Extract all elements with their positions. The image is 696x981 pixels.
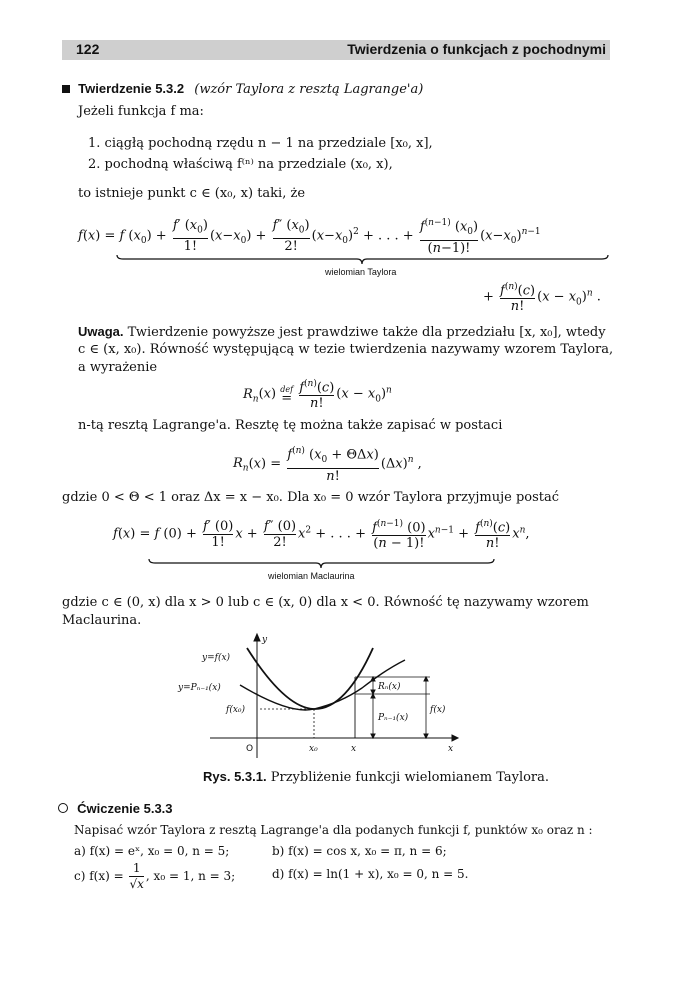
x0-label: x₀ (309, 744, 318, 754)
running-title: Twierdzenia o funkcjach z pochodnymi (347, 41, 606, 57)
underbrace-taylor (115, 253, 610, 267)
brace-label-taylor: wielomian Taylora (325, 267, 397, 277)
x-axis-label: x (448, 744, 454, 754)
theorem-subtitle: (wzór Taylora z resztą Lagrange'a) (194, 82, 424, 97)
f-x0-label: f(x₀) (226, 705, 246, 715)
figure-caption: Rys. 5.3.1. Przybliżenie funkcji wielomianem Taylora. (203, 769, 550, 785)
rn-label: Rₙ(x) (378, 682, 401, 692)
remark-line-4: n-tą resztą Lagrange'a. Resztę tę można także zapisać w postaci (78, 418, 503, 433)
taylor-formula: f(x) = f $(x_0)$ + $\frac{f' (x_0)}{1!}$ $(x-x_0)$ + $\frac{f'' (x_0)}{2!}$ $(x-x_0)^2$ + . . . + $\frac{f^{(n-1)} (x_0)}{(n-1)!}$ $(x-x_0)^{n-1}$ (78, 217, 541, 256)
running-header (62, 40, 610, 60)
pn1-label: Pₙ₋₁(x) (378, 713, 409, 723)
brace-label-maclaurin: wielomian Maclaurina (268, 571, 355, 581)
square-bullet-icon (62, 85, 70, 93)
circle-bullet-icon (58, 803, 68, 813)
remark-line-1: Uwaga. Twierdzenie powyższe jest prawdziwe także dla przedziału [x, x₀], wtedy (78, 324, 606, 340)
exercise-item-c: c) f(x) = $\frac{1}{√x}$ , x₀ = 1, n = 3; (74, 861, 236, 891)
theorem-intro: Jeżeli funkcja f ma: (78, 104, 204, 119)
remark-label: Uwaga. (78, 324, 124, 339)
f-curve-label: y=f(x) (202, 653, 231, 663)
remark-line-6: gdzie c ∈ (0, x) dla x > 0 lub c ∈ (x, 0) dla x < 0. Równość tę nazywamy wzorem (62, 595, 589, 610)
theorem-condition-1: 1. ciągłą pochodną rzędu n − 1 na przedziale [x₀, x], (88, 136, 433, 151)
exercise-label: Ćwiczenie 5.3.3 (77, 801, 173, 816)
origin-label: O (246, 744, 254, 754)
remark-line-5: gdzie 0 < Θ < 1 oraz Δx = x − x₀. Dla x₀ = 0 wzór Taylora przyjmuje postać (62, 490, 560, 505)
remark-line-7: Maclaurina. (62, 613, 142, 628)
remainder-definition: $R_n(x)$ def = $\frac{f^{(n)}(c)}{n!}$ $(x - x_0)^n$ (243, 379, 392, 412)
theorem-condition-2: 2. pochodną właściwą f⁽ⁿ⁾ na przedziale (x₀, x), (88, 157, 393, 172)
f-curve (247, 648, 373, 709)
exercise-item-d: d) f(x) = ln(1 + x), x₀ = 0, n = 5. (272, 867, 469, 881)
maclaurin-formula: f(x) = f (0) + $\frac{f' (0)}{1!}$ x + $\frac{f'' (0)}{2!}$ $x^2$ + . . . + $\frac{f^{(n-1)} (0)}{(n - 1)!}$ $x^{n-1}$ + $\frac{f^{(n)}(c)}{n!}$ $x^n$, (113, 518, 530, 552)
x-point-label: x (351, 744, 357, 754)
fx-label: f(x) (430, 705, 446, 715)
exercise-heading (58, 801, 173, 818)
remark-line-2: c ∈ (x, x₀). Równość występującą w tezie twierdzenia nazywamy wzorem Taylora, (78, 342, 614, 357)
taylor-approximation-figure (178, 630, 470, 765)
remainder-alt-form: $R_n(x)$ = $\frac{f^{(n)} (x_0 + \Theta\Delta x)}{n!}$ $(\Delta x)^n$ , (233, 446, 422, 484)
exercise-item-b: b) f(x) = cos x, x₀ = π, n = 6; (272, 844, 447, 858)
page-number: 122 (76, 41, 100, 57)
theorem-conclusion: to istnieje punkt c ∈ (x₀, x) taki, że (78, 186, 306, 201)
exercise-text: Napisać wzór Taylora z resztą Lagrange'a dla podanych funkcji f, punktów x₀ oraz n : (74, 823, 593, 837)
underbrace-maclaurin (147, 557, 497, 571)
p-curve-label: y=Pₙ₋₁(x) (178, 683, 221, 693)
figure-caption-label: Rys. 5.3.1. (203, 769, 267, 784)
x-axis-arrow-icon (452, 735, 458, 741)
y-axis-label: y (262, 635, 268, 645)
theorem-heading (62, 81, 423, 98)
y-axis-arrow-icon (254, 634, 260, 641)
theorem-label: Twierdzenie 5.3.2 (78, 81, 185, 96)
taylor-remainder-term: + $\frac{f^{(n)}(c)}{n!}$ $(x - x_0)^n$ . (483, 282, 601, 315)
exercise-item-a: a) f(x) = eˣ, x₀ = 0, n = 5; (74, 844, 230, 858)
remark-line-3: a wyrażenie (78, 360, 158, 375)
